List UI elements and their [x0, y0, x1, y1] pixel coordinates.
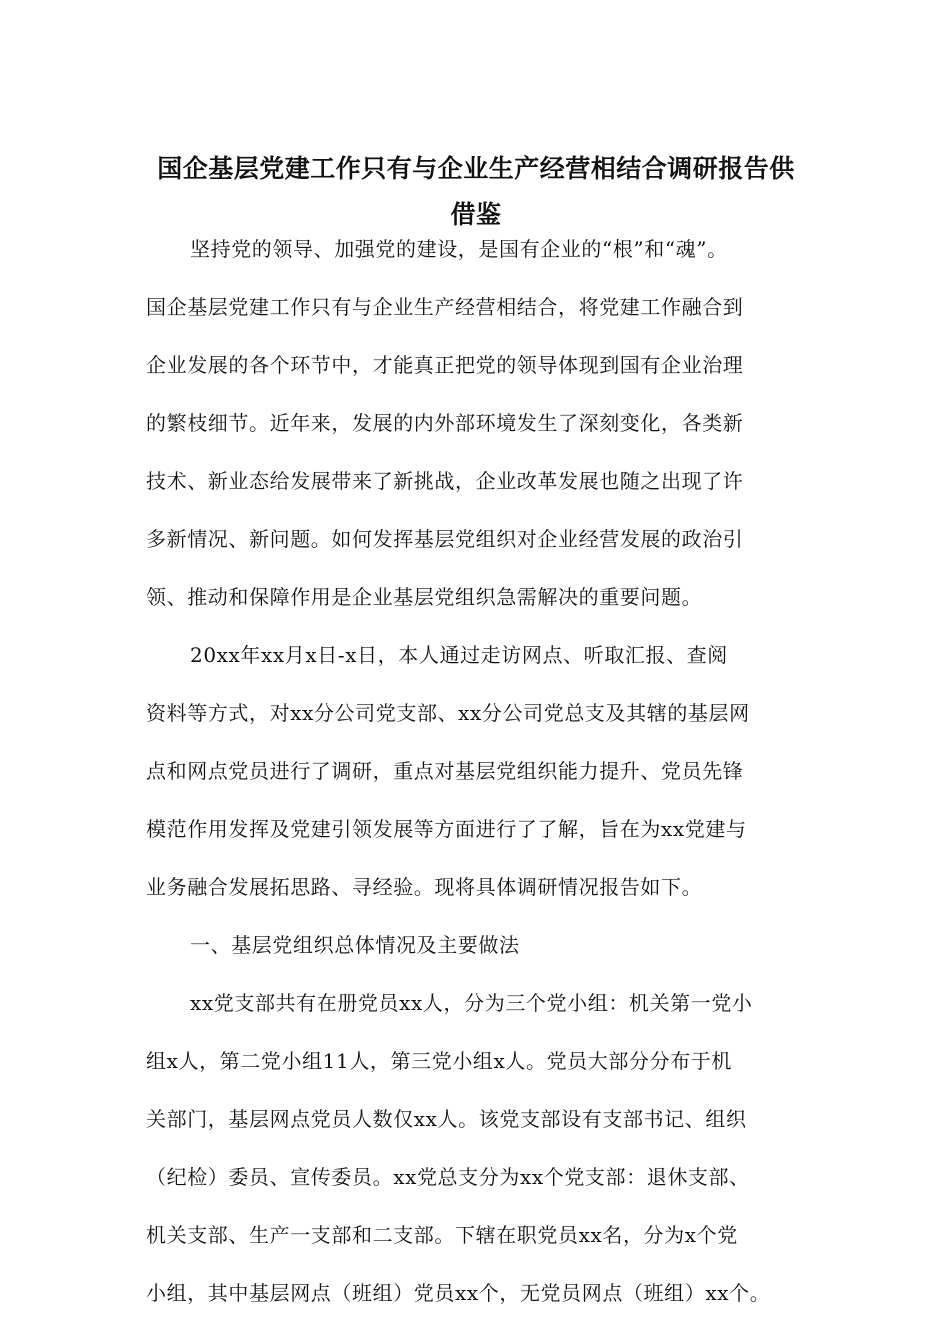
title-line: 借鉴	[450, 200, 502, 229]
paragraph-overview	[146, 980, 826, 1328]
text-line: 组x人，第二党小组11人，第三党小组x人。党员大部分分布于机	[146, 1049, 733, 1073]
text-line: 小组，其中基层网点（班组）党员xx个，无党员网点（班组）xx个。	[146, 1281, 771, 1305]
title-line: 国企基层党建工作只有与企业生产经营相结合调研报告供	[157, 154, 795, 183]
document-title	[148, 146, 804, 238]
text-line: xx党支部共有在册党员xx人，分为三个党小组：机关第一党小	[190, 991, 753, 1015]
text-line: 机关支部、生产一支部和二支部。下辖在职党员xx名，分为x个党	[146, 1223, 738, 1247]
text-line: 点和网点党员进行了调研，重点对基层党组织能力提升、党员先锋	[146, 759, 744, 783]
text-line: 多新情况、新问题。如何发挥基层党组织对企业经营发展的政治引	[146, 527, 744, 551]
text-line: 模范作用发挥及党建引领发展等方面进行了了解，旨在为xx党建与	[146, 817, 747, 841]
text-line: 企业发展的各个环节中，才能真正把党的领导体现到国有企业治理	[146, 353, 744, 377]
text-line: 关部门，基层网点党员人数仅xx人。该党支部设有支部书记、组织	[146, 1107, 747, 1131]
text-line: 技术、新业态给发展带来了新挑战，企业改革发展也随之出现了许	[146, 469, 744, 493]
text-line: 坚持党的领导、加强党的建设，是国有企业的“根”和“魂”。	[190, 237, 728, 261]
section-heading	[146, 922, 826, 980]
text-line: （纪检）委员、宣传委员。xx党总支分为xx个党支部：退休支部、	[146, 1165, 750, 1189]
text-line: 领、推动和保障作用是企业基层党组织急需解决的重要问题。	[146, 585, 703, 609]
text-line: 20xx年xx月x日-x日，本人通过走访网点、听取汇报、查阅	[190, 643, 728, 667]
text-line: 的繁枝细节。近年来，发展的内外部环境发生了深刻变化，各类新	[146, 411, 744, 435]
text-line: 资料等方式，对xx分公司党支部、xx分公司党总支及其辖的基层网	[146, 701, 750, 725]
paragraph-intro	[146, 226, 826, 632]
document-body	[146, 226, 826, 1328]
text-line: 国企基层党建工作只有与企业生产经营相结合，将党建工作融合到	[146, 295, 744, 319]
text-line: 业务融合发展拓思路、寻经验。现将具体调研情况报告如下。	[146, 875, 703, 899]
paragraph-research	[146, 632, 826, 922]
section-heading-text: 一、基层党组织总体情况及主要做法	[190, 933, 520, 957]
